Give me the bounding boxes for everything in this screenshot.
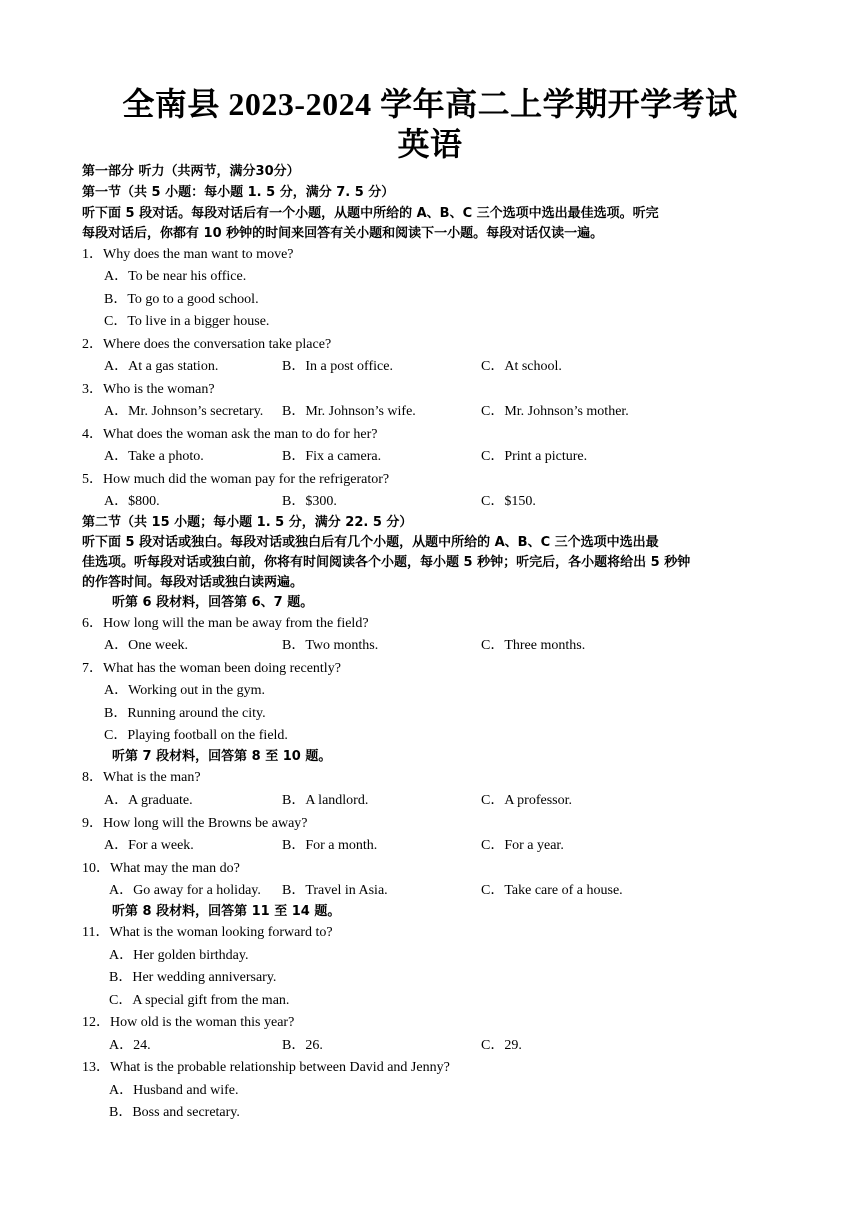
question-5: 5．How much did the woman pay for the refrigerator? — [82, 472, 390, 487]
question-6: 6．How long will the man be away from the field? — [82, 616, 369, 631]
option-9b: B．For a month. — [282, 838, 378, 853]
options-row-10 — [109, 881, 623, 901]
option-1c: C．To live in a bigger house. — [104, 314, 270, 329]
section2-instruction: 的作答时间。每段对话或独白读两遍。 — [82, 575, 304, 590]
options-row-3 — [104, 402, 629, 422]
options-row-9 — [104, 836, 564, 856]
option-6c: C．Three months. — [481, 638, 586, 653]
part1-heading: 第一部分 听力（共两节，满分30分） — [82, 164, 300, 179]
option-4c: C．Print a picture. — [481, 449, 588, 464]
options-row-5 — [104, 492, 536, 512]
option-9c: C．For a year. — [481, 838, 564, 853]
option-12b: B．26. — [282, 1038, 323, 1053]
options-row-2 — [104, 357, 562, 377]
options-row-4 — [104, 447, 587, 467]
option-5a: A．$800. — [104, 494, 160, 509]
question-2: 2．Where does the conversation take place? — [82, 337, 332, 352]
option-5b: B．$300. — [282, 494, 337, 509]
option-2c: C．At school. — [481, 359, 562, 374]
question-3: 3．Who is the woman? — [82, 382, 215, 397]
option-13a: A．Husband and wife. — [109, 1083, 239, 1098]
option-11a: A．Her golden birthday. — [109, 948, 249, 963]
option-1b: B．To go to a good school. — [104, 292, 259, 307]
option-9a: A．For a week. — [104, 838, 194, 853]
question-1: 1．Why does the man want to move? — [82, 247, 294, 262]
option-4b: B．Fix a camera. — [282, 449, 382, 464]
option-7b: B．Running around the city. — [104, 706, 266, 721]
section2-instruction: 佳选项。听每段对话或独白前，你将有时间阅读各个小题，每小题 5 秒钟；听完后，各小题将给出 5 秒钟 — [82, 555, 691, 570]
option-10b: B．Travel in Asia. — [282, 883, 388, 898]
section1-instruction: 每段对话后，你都有 10 秒钟的时间来回答有关小题和阅读下一小题。每段对话仅读一遍。 — [82, 226, 604, 241]
option-10c: C．Take care of a house. — [481, 883, 623, 898]
option-8c: C．A professor. — [481, 793, 572, 808]
option-2b: B．In a post office. — [282, 359, 393, 374]
option-2a: A．At a gas station. — [104, 359, 219, 374]
option-13b: B．Boss and secretary. — [109, 1105, 240, 1120]
exam-subject: 英语 — [397, 126, 463, 162]
option-8b: B．A landlord. — [282, 793, 369, 808]
option-6a: A．One week. — [104, 638, 188, 653]
option-10a: A．Go away for a holiday. — [109, 883, 261, 898]
option-3c: C．Mr. Johnson’s mother. — [481, 404, 629, 419]
options-row-6 — [104, 636, 585, 656]
material-6-label: 听第 6 段材料，回答第 6、7 题。 — [112, 595, 314, 610]
option-3a: A．Mr. Johnson’s secretary. — [104, 404, 264, 419]
option-1a: A．To be near his office. — [104, 269, 247, 284]
section1-heading: 第一节（共 5 小题：每小题 1. 5 分，满分 7. 5 分） — [82, 185, 395, 200]
question-13: 13．What is the probable relationship between David and Jenny? — [82, 1060, 450, 1075]
option-7a: A．Working out in the gym. — [104, 683, 266, 698]
option-6b: B．Two months. — [282, 638, 379, 653]
option-3b: B．Mr. Johnson’s wife. — [282, 404, 416, 419]
option-7c: C．Playing football on the field. — [104, 728, 288, 743]
options-row-12 — [109, 1036, 522, 1056]
option-4a: A．Take a photo. — [104, 449, 204, 464]
option-12a: A．24. — [109, 1038, 151, 1053]
question-7: 7．What has the woman been doing recently? — [82, 661, 341, 676]
option-5c: C．$150. — [481, 494, 536, 509]
exam-title: 全南县 2023-2024 学年高二上学期开学考试 — [122, 86, 738, 122]
option-8a: A．A graduate. — [104, 793, 193, 808]
options-row-8 — [104, 791, 572, 811]
section2-instruction: 听下面 5 段对话或独白。每段对话或独白后有几个小题，从题中所给的 A、B、C 三个选项中选出最 — [82, 535, 659, 550]
option-11b: B．Her wedding anniversary. — [109, 970, 277, 985]
material-7-label: 听第 7 段材料，回答第 8 至 10 题。 — [112, 749, 332, 764]
material-8-label: 听第 8 段材料，回答第 11 至 14 题。 — [112, 904, 341, 919]
question-9: 9．How long will the Browns be away? — [82, 816, 308, 831]
section2-heading: 第二节（共 15 小题；每小题 1. 5 分，满分 22. 5 分） — [82, 515, 413, 530]
question-8: 8．What is the man? — [82, 770, 201, 785]
section1-instruction: 听下面 5 段对话。每段对话后有一个小题，从题中所给的 A、B、C 三个选项中选出最佳选项。听完 — [82, 206, 659, 221]
question-10: 10．What may the man do? — [82, 861, 240, 876]
question-11: 11．What is the woman looking forward to? — [82, 925, 333, 940]
option-11c: C．A special gift from the man. — [109, 993, 290, 1008]
question-12: 12．How old is the woman this year? — [82, 1015, 295, 1030]
question-4: 4．What does the woman ask the man to do for her? — [82, 427, 378, 442]
option-12c: C．29. — [481, 1038, 522, 1053]
